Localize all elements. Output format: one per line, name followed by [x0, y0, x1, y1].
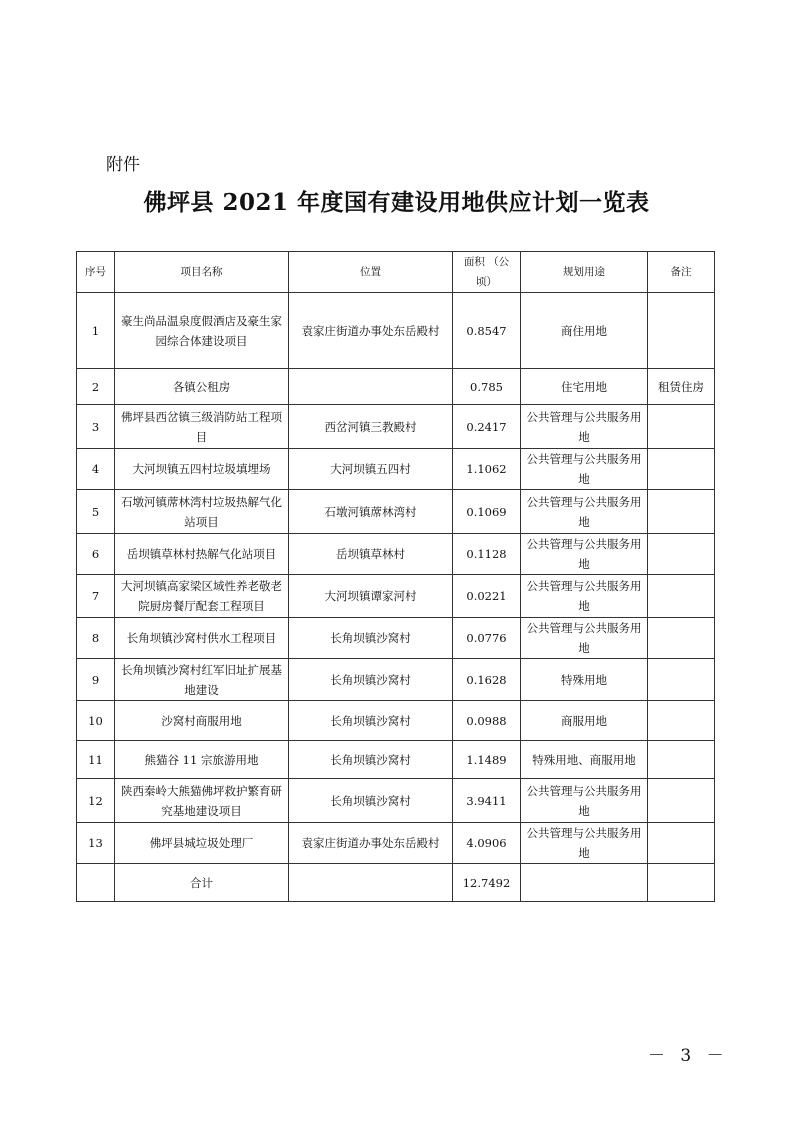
note-cell — [648, 490, 715, 534]
planned-use-cell: 公共管理与公共服务用地 — [521, 405, 648, 449]
location-cell: 袁家庄街道办事处东岳殿村 — [289, 293, 453, 369]
area-cell: 3.9411 — [453, 779, 521, 823]
location-cell: 大河坝镇五四村 — [289, 449, 453, 490]
area-cell: 1.1062 — [453, 449, 521, 490]
location-cell: 长角坝镇沙窝村 — [289, 779, 453, 823]
table-row — [77, 369, 715, 405]
planned-use-cell: 公共管理与公共服务用地 — [521, 823, 648, 864]
location-cell: 长角坝镇沙窝村 — [289, 659, 453, 701]
project-name-cell: 各镇公租房 — [115, 369, 289, 405]
row-number-cell: 1 — [77, 293, 115, 369]
note-cell — [648, 701, 715, 741]
note-cell — [648, 575, 715, 618]
note-cell: 租赁住房 — [648, 369, 715, 405]
project-name-cell: 熊猫谷 11 宗旅游用地 — [115, 741, 289, 779]
row-number-cell: 7 — [77, 575, 115, 618]
column-header-name: 项目名称 — [115, 252, 289, 293]
planned-use-cell: 公共管理与公共服务用地 — [521, 534, 648, 575]
planned-use-cell: 特殊用地 — [521, 659, 648, 701]
table-row — [77, 823, 715, 864]
location-cell — [289, 369, 453, 405]
note-cell — [648, 618, 715, 659]
project-name-cell: 豪生尚品温泉度假酒店及豪生家园综合体建设项目 — [115, 293, 289, 369]
planned-use-cell: 特殊用地、商服用地 — [521, 741, 648, 779]
location-cell: 长角坝镇沙窝村 — [289, 618, 453, 659]
planned-use-cell: 公共管理与公共服务用地 — [521, 490, 648, 534]
location-cell: 西岔河镇三教殿村 — [289, 405, 453, 449]
project-name-cell: 石墩河镇蓆林湾村垃圾热解气化站项目 — [115, 490, 289, 534]
note-cell — [648, 449, 715, 490]
project-name-cell: 陕西秦岭大熊猫佛坪救护繁育研究基地建设项目 — [115, 779, 289, 823]
area-cell: 0.8547 — [453, 293, 521, 369]
project-name-cell: 长角坝镇沙窝村供水工程项目 — [115, 618, 289, 659]
planned-use-cell: 住宅用地 — [521, 369, 648, 405]
table-row — [77, 293, 715, 369]
project-name-cell: 长角坝镇沙窝村红军旧址扩展基地建设 — [115, 659, 289, 701]
area-cell: 1.1489 — [453, 741, 521, 779]
area-cell: 0.0776 — [453, 618, 521, 659]
column-header-no: 序号 — [77, 252, 115, 293]
total-location-cell — [289, 864, 453, 902]
planned-use-cell: 商住用地 — [521, 293, 648, 369]
table-total-row — [77, 864, 715, 902]
total-note-cell — [648, 864, 715, 902]
column-header-use: 规划用途 — [521, 252, 648, 293]
column-header-location: 位置 — [289, 252, 453, 293]
row-number-cell: 4 — [77, 449, 115, 490]
area-cell: 0.785 — [453, 369, 521, 405]
row-number-cell: 5 — [77, 490, 115, 534]
planned-use-cell: 公共管理与公共服务用地 — [521, 779, 648, 823]
note-cell — [648, 534, 715, 575]
row-number-cell: 12 — [77, 779, 115, 823]
area-cell: 4.0906 — [453, 823, 521, 864]
note-cell — [648, 659, 715, 701]
area-cell: 0.2417 — [453, 405, 521, 449]
area-cell: 0.0221 — [453, 575, 521, 618]
total-label-cell: 合计 — [115, 864, 289, 902]
total-empty-cell — [77, 864, 115, 902]
table-row — [77, 741, 715, 779]
total-area-cell: 12.7492 — [453, 864, 521, 902]
planned-use-cell: 公共管理与公共服务用地 — [521, 575, 648, 618]
note-cell — [648, 823, 715, 864]
note-cell — [648, 293, 715, 369]
column-header-area: 面积 （公顷） — [453, 252, 521, 293]
planned-use-cell: 商服用地 — [521, 701, 648, 741]
column-header-note: 备注 — [648, 252, 715, 293]
row-number-cell: 9 — [77, 659, 115, 701]
planned-use-cell: 公共管理与公共服务用地 — [521, 618, 648, 659]
row-number-cell: 3 — [77, 405, 115, 449]
area-cell: 0.1069 — [453, 490, 521, 534]
note-cell — [648, 779, 715, 823]
project-name-cell: 大河坝镇高家梁区域性养老敬老院厨房餐厅配套工程项目 — [115, 575, 289, 618]
note-cell — [648, 405, 715, 449]
project-name-cell: 大河坝镇五四村垃圾填埋场 — [115, 449, 289, 490]
table-row — [77, 534, 715, 575]
area-cell: 0.1128 — [453, 534, 521, 575]
project-name-cell: 沙窝村商服用地 — [115, 701, 289, 741]
planned-use-cell: 公共管理与公共服务用地 — [521, 449, 648, 490]
location-cell: 石墩河镇蓆林湾村 — [289, 490, 453, 534]
table-row — [77, 659, 715, 701]
area-cell: 0.1628 — [453, 659, 521, 701]
row-number-cell: 2 — [77, 369, 115, 405]
project-name-cell: 岳坝镇草林村热解气化站项目 — [115, 534, 289, 575]
table-header-row — [77, 252, 715, 293]
table-row — [77, 405, 715, 449]
table-row — [77, 779, 715, 823]
attachment-label: 附件 — [106, 155, 140, 175]
table-row — [77, 575, 715, 618]
note-cell — [648, 741, 715, 779]
area-cell: 0.0988 — [453, 701, 521, 741]
table-row — [77, 490, 715, 534]
project-name-cell: 佛坪县西岔镇三级消防站工程项目 — [115, 405, 289, 449]
row-number-cell: 11 — [77, 741, 115, 779]
location-cell: 袁家庄街道办事处东岳殿村 — [289, 823, 453, 864]
page-number: － 3 － — [648, 1046, 729, 1066]
row-number-cell: 8 — [77, 618, 115, 659]
row-number-cell: 10 — [77, 701, 115, 741]
table-row — [77, 449, 715, 490]
project-name-cell: 佛坪县城垃圾处理厂 — [115, 823, 289, 864]
land-supply-table — [76, 251, 715, 902]
row-number-cell: 13 — [77, 823, 115, 864]
location-cell: 大河坝镇谭家河村 — [289, 575, 453, 618]
location-cell: 岳坝镇草林村 — [289, 534, 453, 575]
location-cell: 长角坝镇沙窝村 — [289, 741, 453, 779]
row-number-cell: 6 — [77, 534, 115, 575]
table-row — [77, 701, 715, 741]
location-cell: 长角坝镇沙窝村 — [289, 701, 453, 741]
document-title: 佛坪县 2021 年度国有建设用地供应计划一览表 — [143, 189, 650, 216]
table-row — [77, 618, 715, 659]
total-use-cell — [521, 864, 648, 902]
